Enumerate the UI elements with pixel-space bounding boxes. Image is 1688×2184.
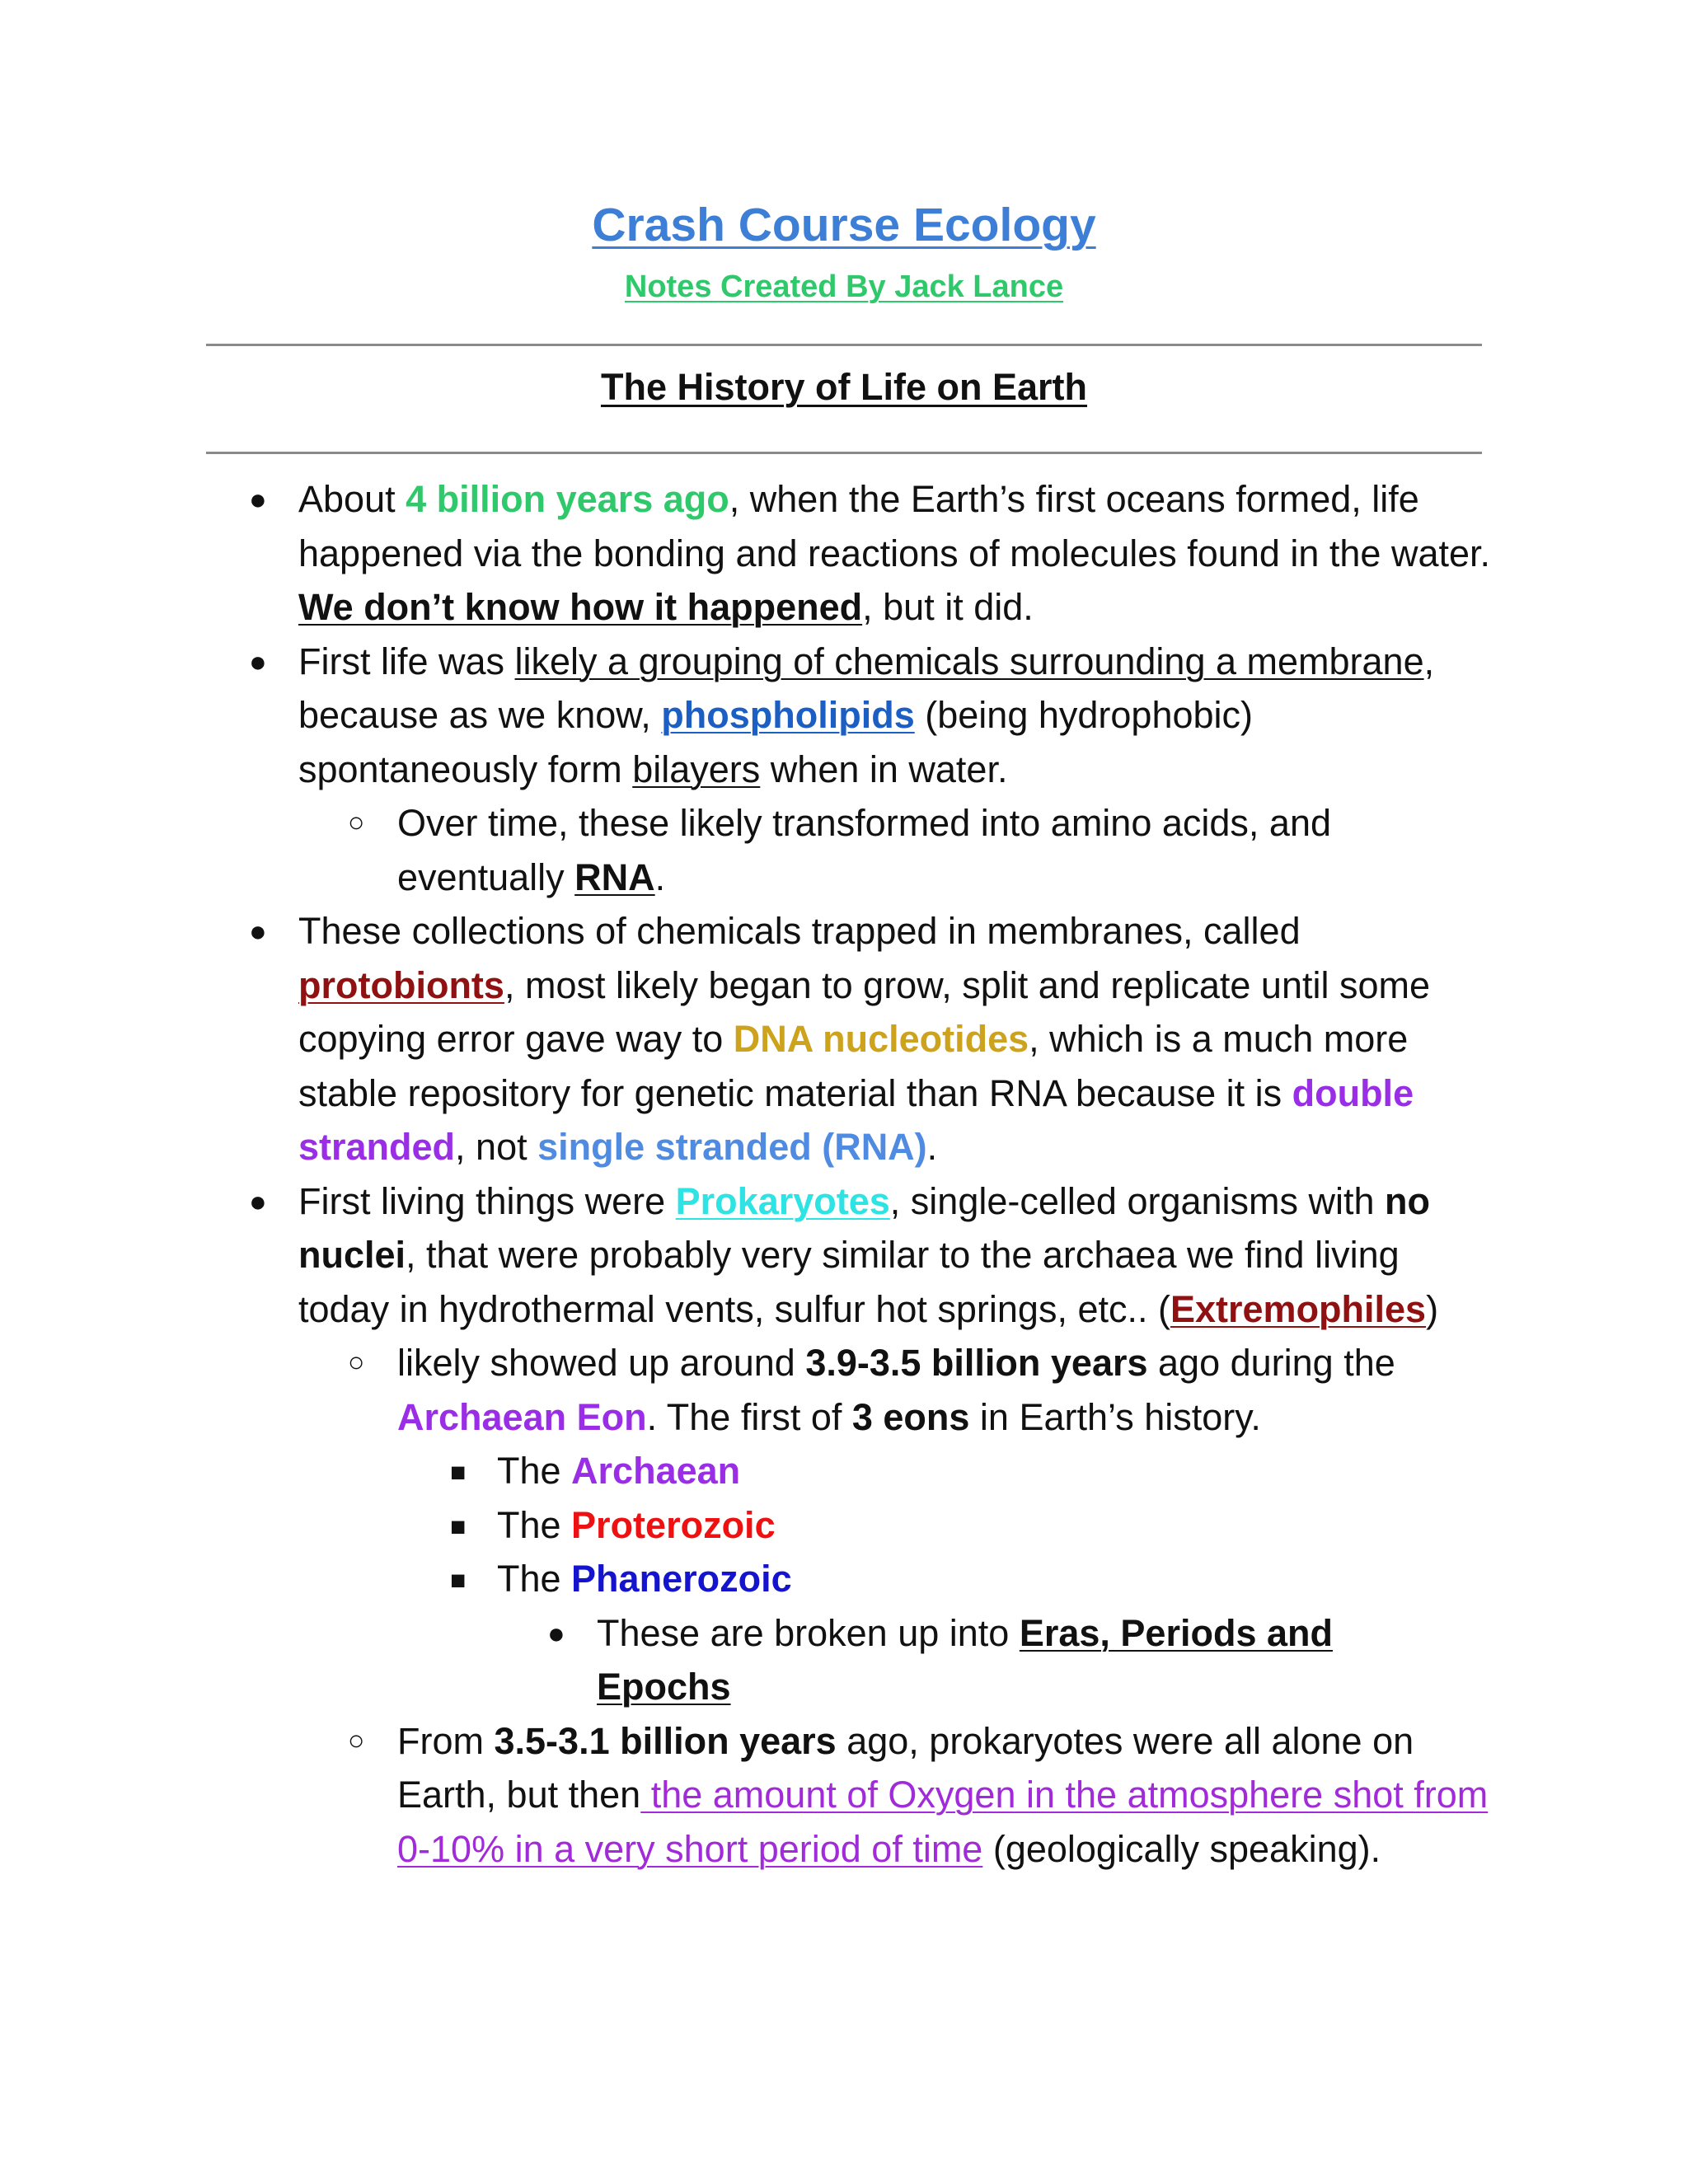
- text-run: The: [497, 1503, 572, 1546]
- list-item: [249, 1174, 1493, 1337]
- text-run: First life was: [298, 640, 515, 682]
- list-item-nested: [348, 1336, 1493, 1444]
- highlight-4-billion-years: 4 billion years ago: [406, 478, 729, 520]
- term-extremophiles: Extremophiles: [1170, 1287, 1427, 1330]
- term-age-range: 3.9-3.5 billion years: [805, 1342, 1148, 1384]
- bullet-dot-icon: ●: [547, 1615, 565, 1650]
- term-protobionts: protobionts: [298, 963, 504, 1006]
- text-run: First living things were: [298, 1179, 676, 1222]
- list-item-deep: [547, 1606, 1421, 1714]
- bullet-circle-icon: ○: [348, 807, 365, 838]
- bullet-dot-icon: ●: [249, 914, 267, 948]
- text-run: The: [497, 1558, 572, 1600]
- text-run: , single-celled organisms with: [889, 1179, 1386, 1222]
- text-run: From: [397, 1719, 495, 1762]
- highlight-oxygen-rise: the amount of Oxygen in the atmosphere shot from 0-10% in a very short period of time: [397, 1774, 1489, 1870]
- text-run: , because as we know,: [298, 640, 1435, 736]
- text-run: ago during the: [1147, 1342, 1395, 1384]
- text-run: ): [1426, 1287, 1439, 1330]
- text-run: when in water.: [760, 748, 1008, 790]
- list-item-eon: [450, 1444, 1486, 1498]
- text-run: , that were probably very similar to the archaea we find living today in hydrothermal vents, sulfur hot springs, etc.. (: [298, 1234, 1400, 1330]
- bullet-square-icon: ■: [450, 1511, 467, 1541]
- bullet-square-icon: ■: [450, 1457, 467, 1487]
- list-item: [249, 635, 1493, 797]
- text-run: , most likely began to grow, split and replicate until some copying error gave way to: [298, 963, 1431, 1060]
- eon-archaean: Archaean: [571, 1450, 741, 1492]
- text-run: .: [654, 855, 666, 898]
- list-item-eon: [450, 1552, 1486, 1606]
- term-3-eons: 3 eons: [851, 1395, 970, 1438]
- bullet-dot-icon: ●: [249, 644, 267, 678]
- term-phospholipids: phospholipids: [661, 694, 915, 736]
- underlined-phrase: likely a grouping of chemicals surrounding a membrane: [514, 640, 1424, 682]
- bullet-circle-icon: ○: [348, 1347, 365, 1378]
- emphasis-unknown: We don’t know how it happened: [298, 586, 863, 628]
- text-run: . The first of: [646, 1395, 852, 1438]
- bullet-dot-icon: ●: [249, 482, 267, 516]
- term-archaean-eon: Archaean Eon: [397, 1395, 647, 1438]
- text-run: About: [298, 478, 406, 520]
- term-double-stranded: double stranded: [298, 1071, 1414, 1168]
- list-item-nested: [348, 1714, 1493, 1877]
- text-run: These collections of chemicals trapped in membranes, called: [298, 910, 1301, 952]
- bullet-circle-icon: ○: [348, 1724, 365, 1756]
- text-run: , but it did.: [862, 586, 1034, 628]
- eon-phanerozoic: Phanerozoic: [571, 1558, 792, 1600]
- text-run: Over time, these likely transformed into amino acids, and eventually: [397, 802, 1331, 898]
- list-item: [249, 904, 1493, 1174]
- list-item: [249, 472, 1493, 635]
- horizontal-rule-bottom: [206, 452, 1482, 454]
- text-run: , not: [455, 1126, 538, 1168]
- document-subtitle[interactable]: Notes Created By Jack Lance: [624, 269, 1064, 304]
- term-eras-periods-epochs: Eras, Periods and Epochs: [597, 1611, 1333, 1708]
- text-run: in Earth’s history.: [969, 1395, 1261, 1438]
- text-run: , which is a much more stable repository for genetic material than RNA because it is: [298, 1018, 1409, 1114]
- term-single-stranded: single stranded (RNA): [537, 1126, 927, 1168]
- term-bilayers: bilayers: [632, 748, 761, 790]
- bullet-square-icon: ■: [450, 1565, 467, 1595]
- text-run: .: [926, 1126, 938, 1168]
- text-run: (geologically speaking).: [982, 1827, 1381, 1870]
- bullet-dot-icon: ●: [249, 1183, 267, 1218]
- text-run: likely showed up around: [397, 1342, 806, 1384]
- term-prokaryotes: Prokaryotes: [675, 1179, 890, 1222]
- eon-proterozoic: Proterozoic: [571, 1503, 776, 1546]
- horizontal-rule-top: [206, 344, 1482, 346]
- term-no-nuclei: no nuclei: [298, 1179, 1431, 1276]
- list-item-nested: [348, 796, 1493, 904]
- term-dna-nucleotides: DNA nucleotides: [733, 1018, 1029, 1060]
- list-item-eon: [450, 1498, 1486, 1553]
- text-run: , when the Earth’s first oceans formed, life happened via the bonding and reactions of molecules found in the water.: [298, 478, 1491, 574]
- text-run: ago, prokaryotes were all alone on Earth, but then: [397, 1719, 1414, 1816]
- notes-list: [0, 472, 1688, 1876]
- section-heading: The History of Life on Earth: [600, 366, 1088, 408]
- text-run: The: [497, 1450, 572, 1492]
- document-title[interactable]: Crash Course Ecology: [592, 199, 1096, 251]
- term-age-range: 3.5-3.1 billion years: [494, 1719, 837, 1762]
- text-run: (being hydrophobic) spontaneously form: [298, 694, 1254, 790]
- term-rna: RNA: [574, 855, 655, 898]
- text-run: These are broken up into: [597, 1611, 1020, 1654]
